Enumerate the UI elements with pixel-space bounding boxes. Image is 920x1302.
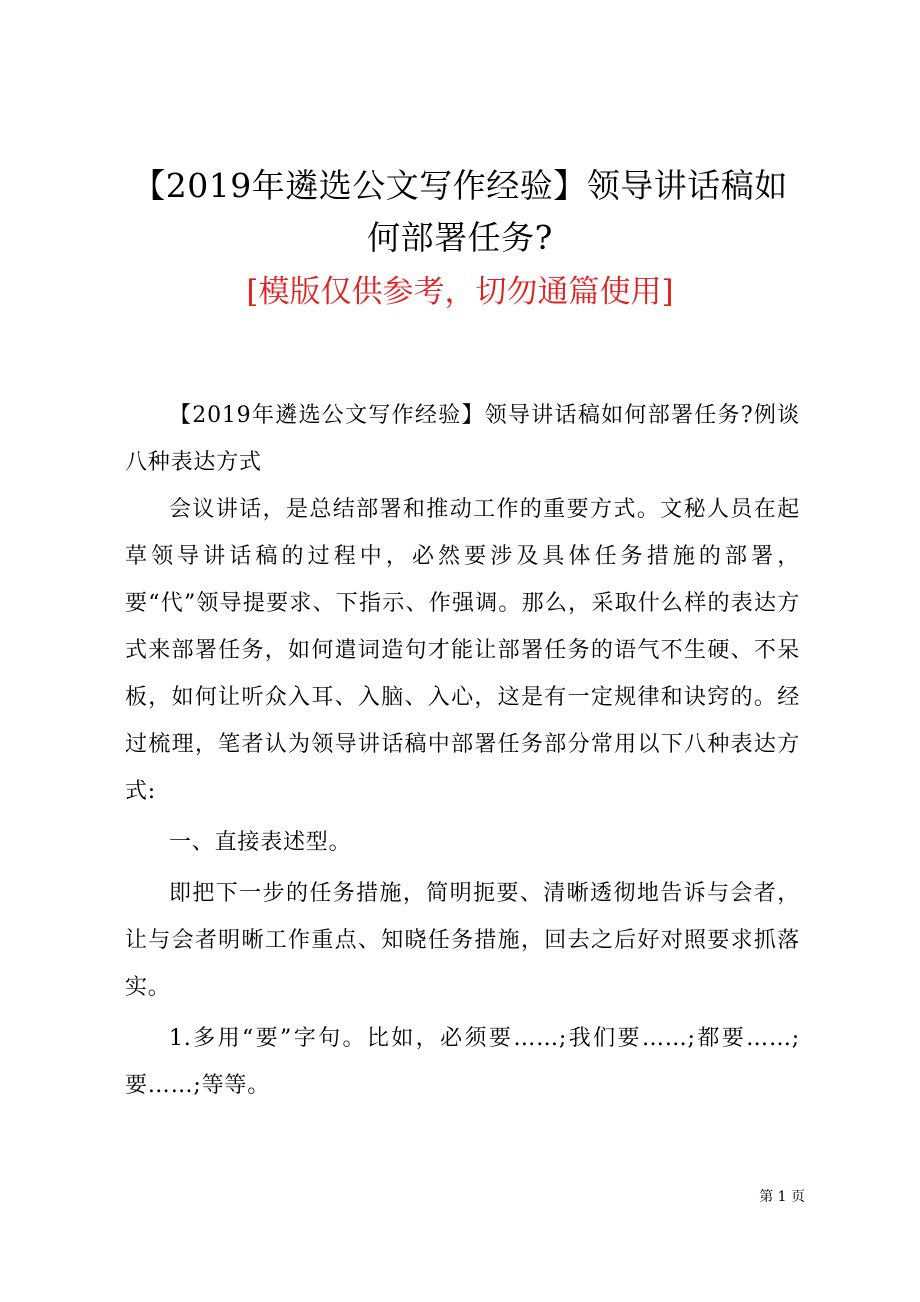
paragraph-section-1: 即把下一步的任务措施，简明扼要、清晰透彻地告诉与会者，让与会者明晰工作重点、知晓任务措施，回去之后好对照要求抓落实。: [125, 881, 800, 1000]
paragraph-overview: 会议讲话，是总结部署和推动工作的重要方式。文秘人员在起草领导讲话稿的过程中，必然要涉及具体任务措施的部署，要“代”领导提要求、下指示、作强调。那么，采取什么样的表达方式来部署任务，如何遣词造句才能让部署任务的语气不生硬、不呆板，如何让听众入耳、入脑、入心，这是有一定规律和诀窍的。经过梳理，笔者认为领导讲话稿中部署任务部分常用以下八种表达方式:: [125, 497, 800, 804]
page-number: 第 1 页: [759, 1189, 805, 1205]
title-line-1: 【2019年遴选公文写作经验】领导讲话稿如: [132, 166, 788, 205]
document-body: [125, 392, 800, 1109]
template-notice: [模版仅供参考，切勿通篇使用]: [246, 274, 674, 310]
paragraph-item-1: 1.多用“要”字句。比如，必须要……;我们要……;都要……;要……;等等。: [125, 1026, 800, 1098]
document-title: [120, 160, 800, 264]
paragraph-intro-heading: 【2019年遴选公文写作经验】领导讲话稿如何部署任务?例谈八种表达方式: [125, 403, 800, 475]
section-heading-1: 一、直接表述型。: [169, 830, 352, 855]
title-line-2: 何部署任务?: [367, 218, 553, 257]
